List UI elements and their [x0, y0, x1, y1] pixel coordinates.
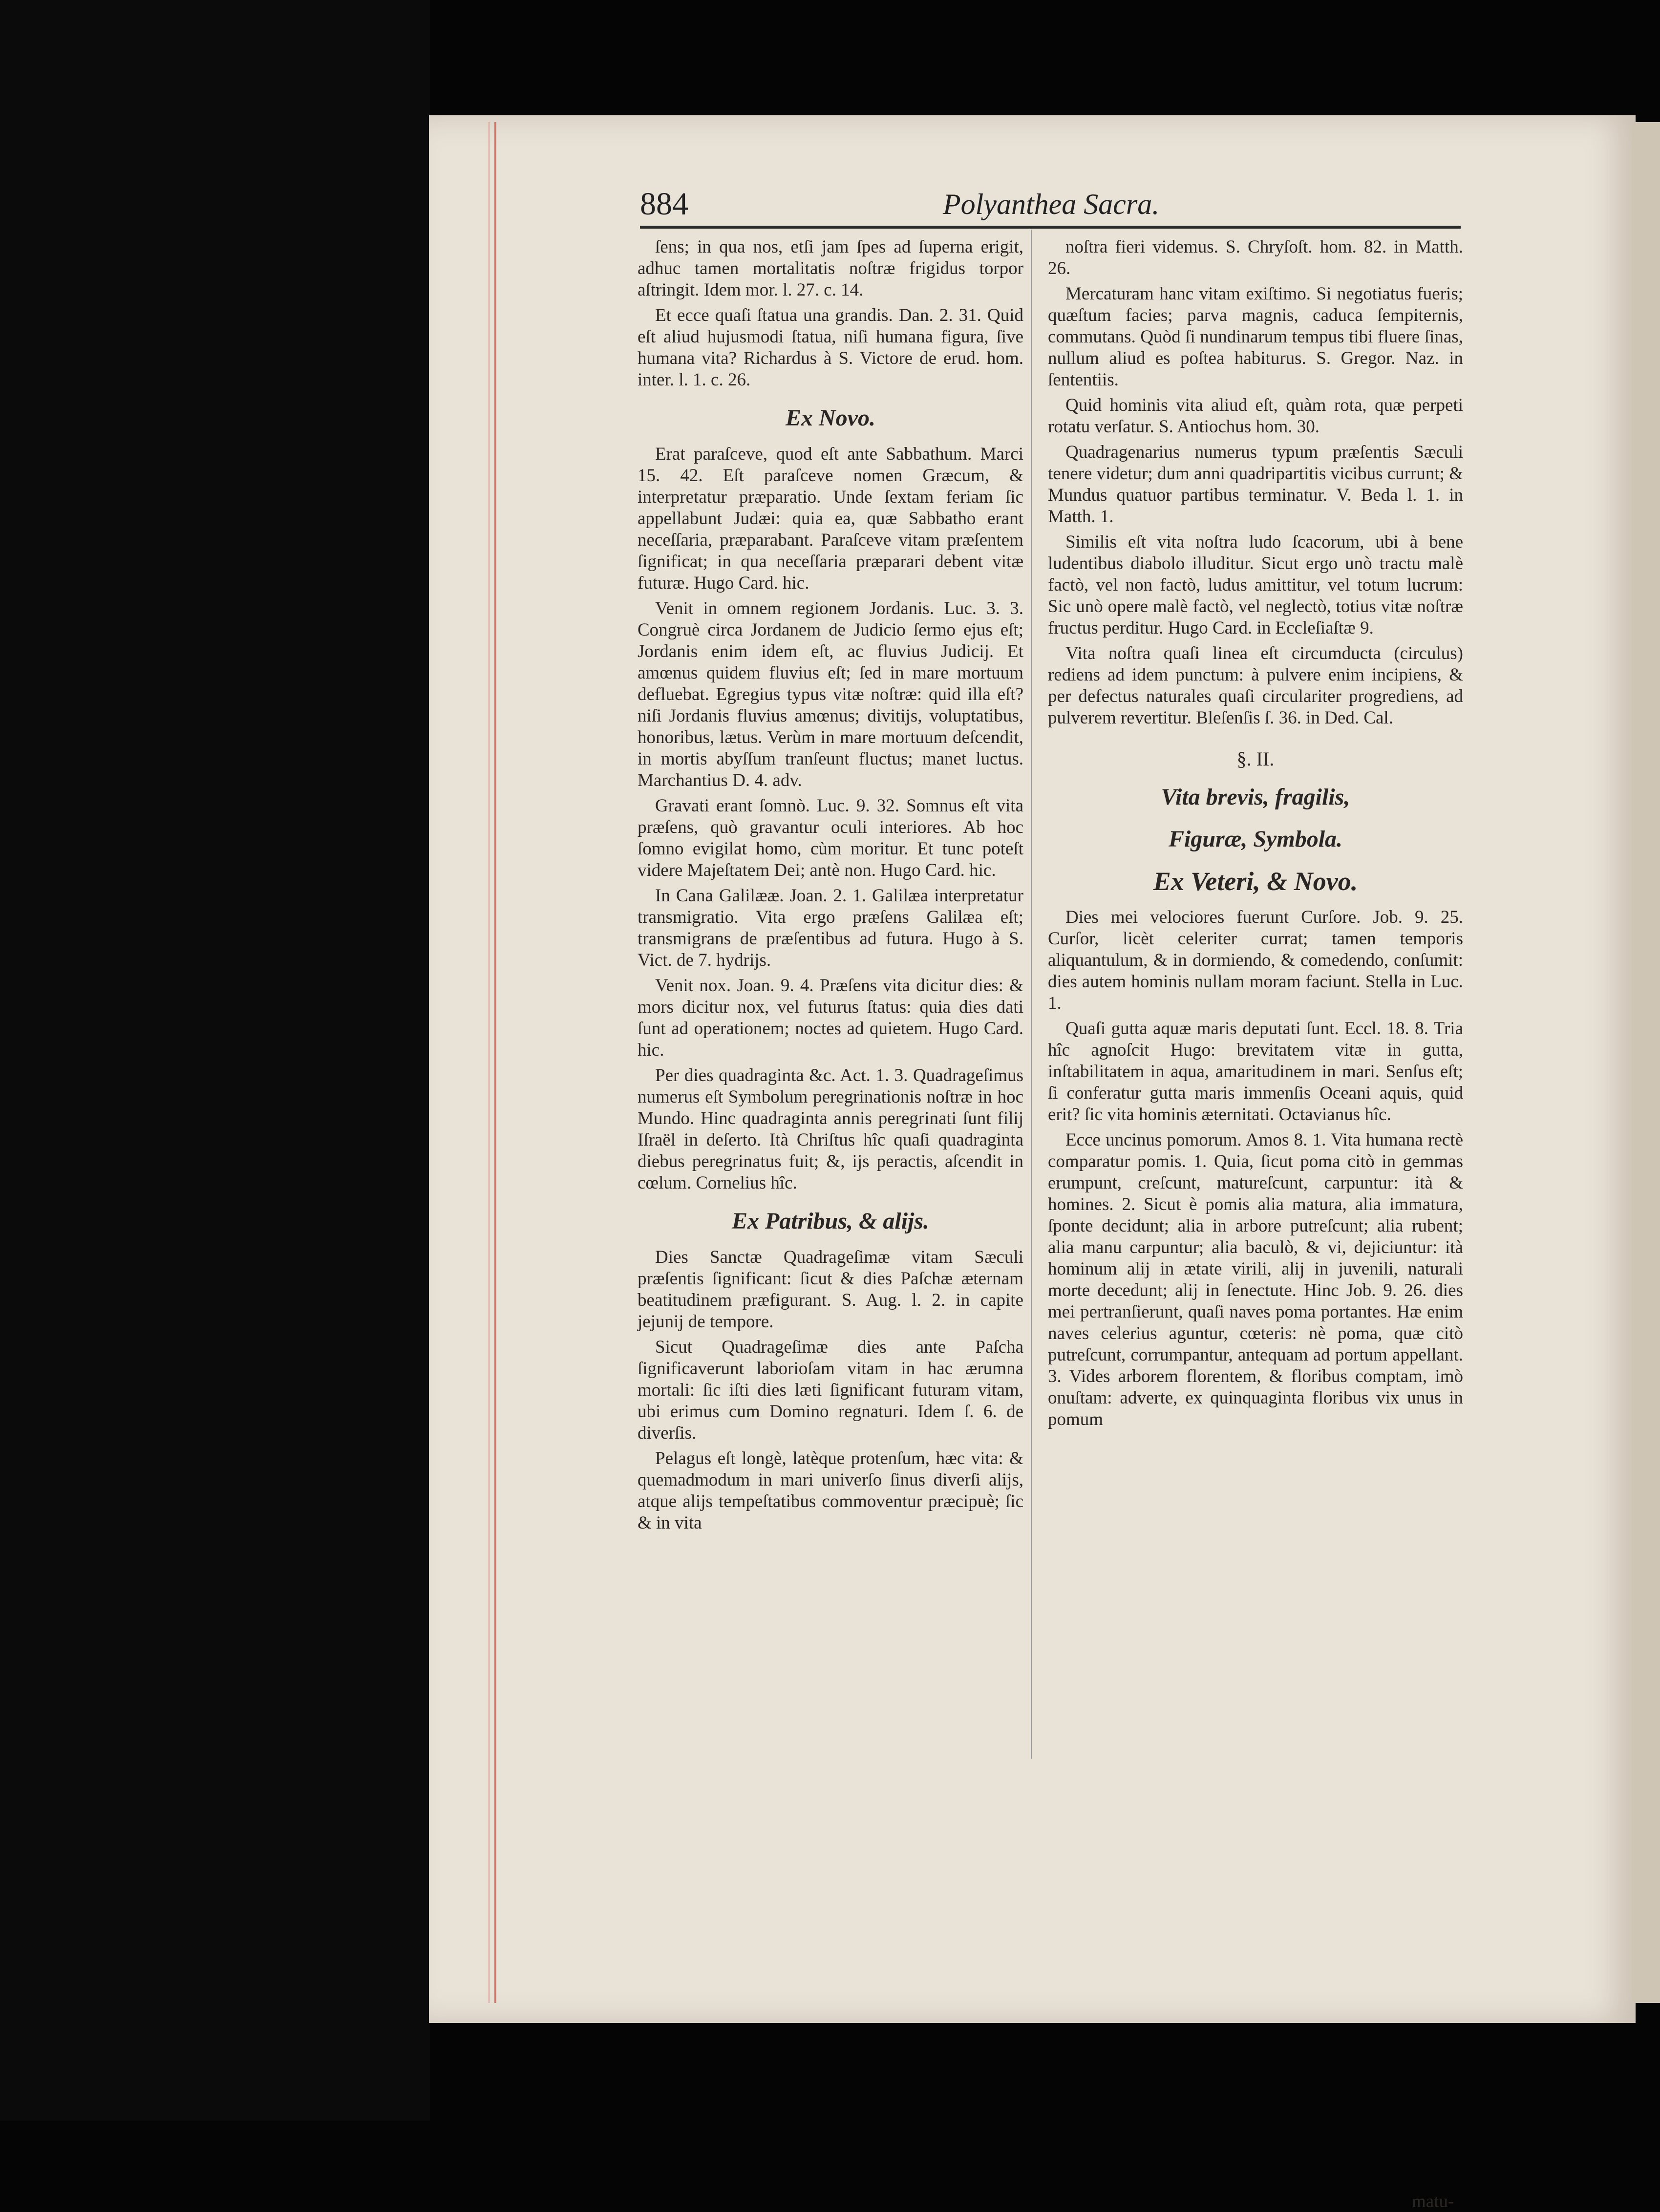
paragraph: Gravati erant ſomnò. Luc. 9. 32. Somnus eſt vita præſens, quò gravantur oculi interiores. Ab hoc ſomno evigilat homo, cùm moritur. Et tunc poteſt videre Majeſtatem Dei; antè non. Hugo Card. hic. — [638, 796, 1023, 880]
paragraph: Dies Sanctæ Quadrageſimæ vitam Sæculi præſentis ſignificant: ſicut & dies Paſchæ æternam beatitudinem præfigurant. S. Aug. l. 2. in capite jejunij de tempore. — [638, 1247, 1023, 1332]
paragraph: Quadragenarius numerus typum præſentis Sæculi tenere videtur; dum anni quadripartitis vicibus currunt; & Mundus quatuor partibus terminatur. V. Beda l. 1. in Matth. 1. — [1048, 442, 1463, 527]
paragraph: Mercaturam hanc vitam exiſtimo. Si negotiatus fueris; quæſtum facies; parva magnis, caduca ſempiternis, commutans. Quòd ſi nundinarum tempus tibi fluere ſinas, nullum aliud es poſtea habiturus. S. Gregor. Naz. in ſententiis. — [1048, 284, 1463, 390]
left-column — [638, 236, 1023, 1538]
header-rule — [640, 226, 1461, 229]
dark-background — [0, 0, 430, 2121]
running-title: Polyanthea Sacra. — [943, 188, 1160, 220]
paragraph: Sicut Quadrageſimæ dies ante Paſcha ſignificaverunt laborioſam vitam in hac ærumna mortali: ſic iſti dies læti ſignificant futuram vitam, ubi erimus cum Domino regnaturi. Idem ſ. 6. de diverſis. — [638, 1337, 1023, 1443]
paragraph: Dies mei velociores fuerunt Curſore. Job. 9. 25. Curſor, licèt celeriter currat; tamen temporis aliquantulum, & in dormiendo, & comedendo, conſumit: dies autem hominis nullam moram faciunt. Stella in Luc. 1. — [1048, 907, 1463, 1013]
paragraph: Vita noſtra quaſi linea eſt circumducta (circulus) rediens ad idem punctum: à pulvere enim incipiens, & per defectus naturales quaſi circulariter progrediens, ad pulverem revertitur. Bleſenſis ſ. 36. in Ded. Cal. — [1048, 643, 1463, 728]
paragraph: Et ecce quaſi ſtatua una grandis. Dan. 2. 31. Quid eſt aliud hujusmodi ſtatua, niſi humana figura, ſive humana vita? Richardus à S. Victore de erud. hom. inter. l. 1. c. 26. — [638, 305, 1023, 390]
paragraph: Venit nox. Joan. 9. 4. Præſens vita dicitur dies: & mors dicitur nox, vel futurus ſtatus: quia dies dati ſunt ad operationem; noctes ad quietem. Hugo Card. hic. — [638, 976, 1023, 1060]
section-mark: §. II. — [1236, 748, 1275, 770]
catchword: matu- — [1412, 2191, 1454, 2212]
section-heading: Vita brevis, fragilis, — [1161, 784, 1350, 810]
paragraph: ſens; in qua nos, etſi jam ſpes ad ſuperna erigit, adhuc tamen mortalitatis noſtræ frigidus torpor aſtringit. Idem mor. l. 27. c. 14. — [638, 237, 1023, 300]
paragraph: Erat paraſceve, quod eſt ante Sabbathum. Marci 15. 42. Eſt paraſceve nomen Græcum, & interpretatur præparatio. Unde ſextam feriam ſic appellabunt Judæi: quia ea, quæ Sabbatho erant neceſſaria, præparabant. Paraſceve vitam præſentem ſignificat; in qua neceſſaria præparari debent vitæ futuræ. Hugo Card. hic. — [638, 444, 1023, 593]
next-page-edge — [1632, 122, 1660, 2003]
paragraph: noſtra fieri videmus. S. Chryſoſt. hom. 82. in Matth. 26. — [1048, 237, 1463, 278]
page-number: 884 — [640, 186, 688, 222]
paragraph: Quaſi gutta aquæ maris deputati ſunt. Eccl. 18. 8. Tria hîc agnoſcit Hugo: brevitatem vitæ in gutta, inſtabilitatem in aqua, amaritudinem in mari. Senſus eſt; ſi conferatur gutta maris immenſis Oceani aquis, quid erit? ſic vita hominis æternitati. Octavianus hîc. — [1048, 1019, 1463, 1125]
column-divider — [1031, 230, 1032, 1759]
right-column — [1048, 236, 1463, 1434]
paragraph: Venit in omnem regionem Jordanis. Luc. 3. 3. Congruè circa Jordanem de Judicio ſermo ejus eſt; Jordanis enim idem eſt, ac fluvius Judicij. Et amœnus quidem fluvius eſt; ſed in mare mortuum defluebat. Egregius typus vitæ noſtræ: quid illa eſt? niſi Jordanis fluvius amœnus; divitijs, voluptatibus, honoribus, lætus. Verùm in mare mortuum deſcendit, in mortis abyſſum tranſeunt fluctus; manet luctus. Marchantius D. 4. adv. — [638, 598, 1023, 790]
section-heading: Ex Patribus, & alijs. — [731, 1208, 930, 1234]
paragraph: Ecce uncinus pomorum. Amos 8. 1. Vita humana rectè comparatur pomis. 1. Quia, ſicut poma citò in gemmas erumpunt, creſcunt, matureſcunt, carpuntur: ità & homines. 2. Sicut è pomis alia matura, alia immatura, ſponte decidunt; alia in arbore putreſcunt; alia rubent; alia manu carpuntur; alia baculò, & vi, dejiciuntur: ità hominum alij in ætate virili, alij in juvenili, naturali morte decedunt; alij in ſenectute. Hinc Job. 9. 26. dies mei pertranſierunt, quaſi naves poma portantes. Hæ enim naves celerius aguntur, cœteris: nè poma, quæ citò putreſcunt, corrumpantur, antequam ad portum appellant. 3. Vides arborem florentem, & floribus comptam, imò onuſtam: adverte, ex quinquaginta floribus vix unus in pomum — [1048, 1130, 1463, 1429]
paragraph: In Cana Galilææ. Joan. 2. 1. Galilæa interpretatur transmigratio. Vita ergo præſens Galilæa eſt; transmigrans de præſentibus ad futura. Hugo à S. Vict. de 7. hydrijs. — [638, 886, 1023, 970]
paragraph: Per dies quadraginta &c. Act. 1. 3. Quadrageſimus numerus eſt Symbolum peregrinationis noſtræ in hoc Mundo. Hinc quadraginta annis peregrinati ſunt filij Iſraël in deſerto. Ità Chriſtus hîc quaſi quadraginta diebus peregrinatus fuit; &, ijs peractis, aſcendit in cœlum. Cornelius hîc. — [638, 1065, 1023, 1193]
section-heading: Ex Veteri, & Novo. — [1153, 867, 1358, 896]
paragraph: Quid hominis vita aliud eſt, quàm rota, quæ perpeti rotatu verſatur. S. Antiochus hom. 30. — [1048, 395, 1463, 437]
page-header — [640, 186, 1461, 225]
paragraph: Similis eſt vita noſtra ludo ſcacorum, ubi à bene ludentibus diabolo illuditur. Sicut ergo unò tractu malè factò, vel non factò, ludus amittitur, vel totum lucrum: Sic unò opere malè factò, vel neglectò, totius vitæ noſtræ fructus perditur. Hugo Card. in Eccleſiaſtæ 9. — [1048, 532, 1463, 638]
section-heading: Ex Novo. — [786, 405, 875, 431]
section-heading: Figuræ, Symbola. — [1168, 826, 1343, 852]
page-margin-rule — [494, 122, 496, 2003]
paragraph: Pelagus eſt longè, latèque protenſum, hæc vita: & quemadmodum in mari univerſo ſinus diverſi alijs, atque alijs tempeſtatibus commoventur præcipuè; ſic & in vita — [638, 1448, 1023, 1533]
